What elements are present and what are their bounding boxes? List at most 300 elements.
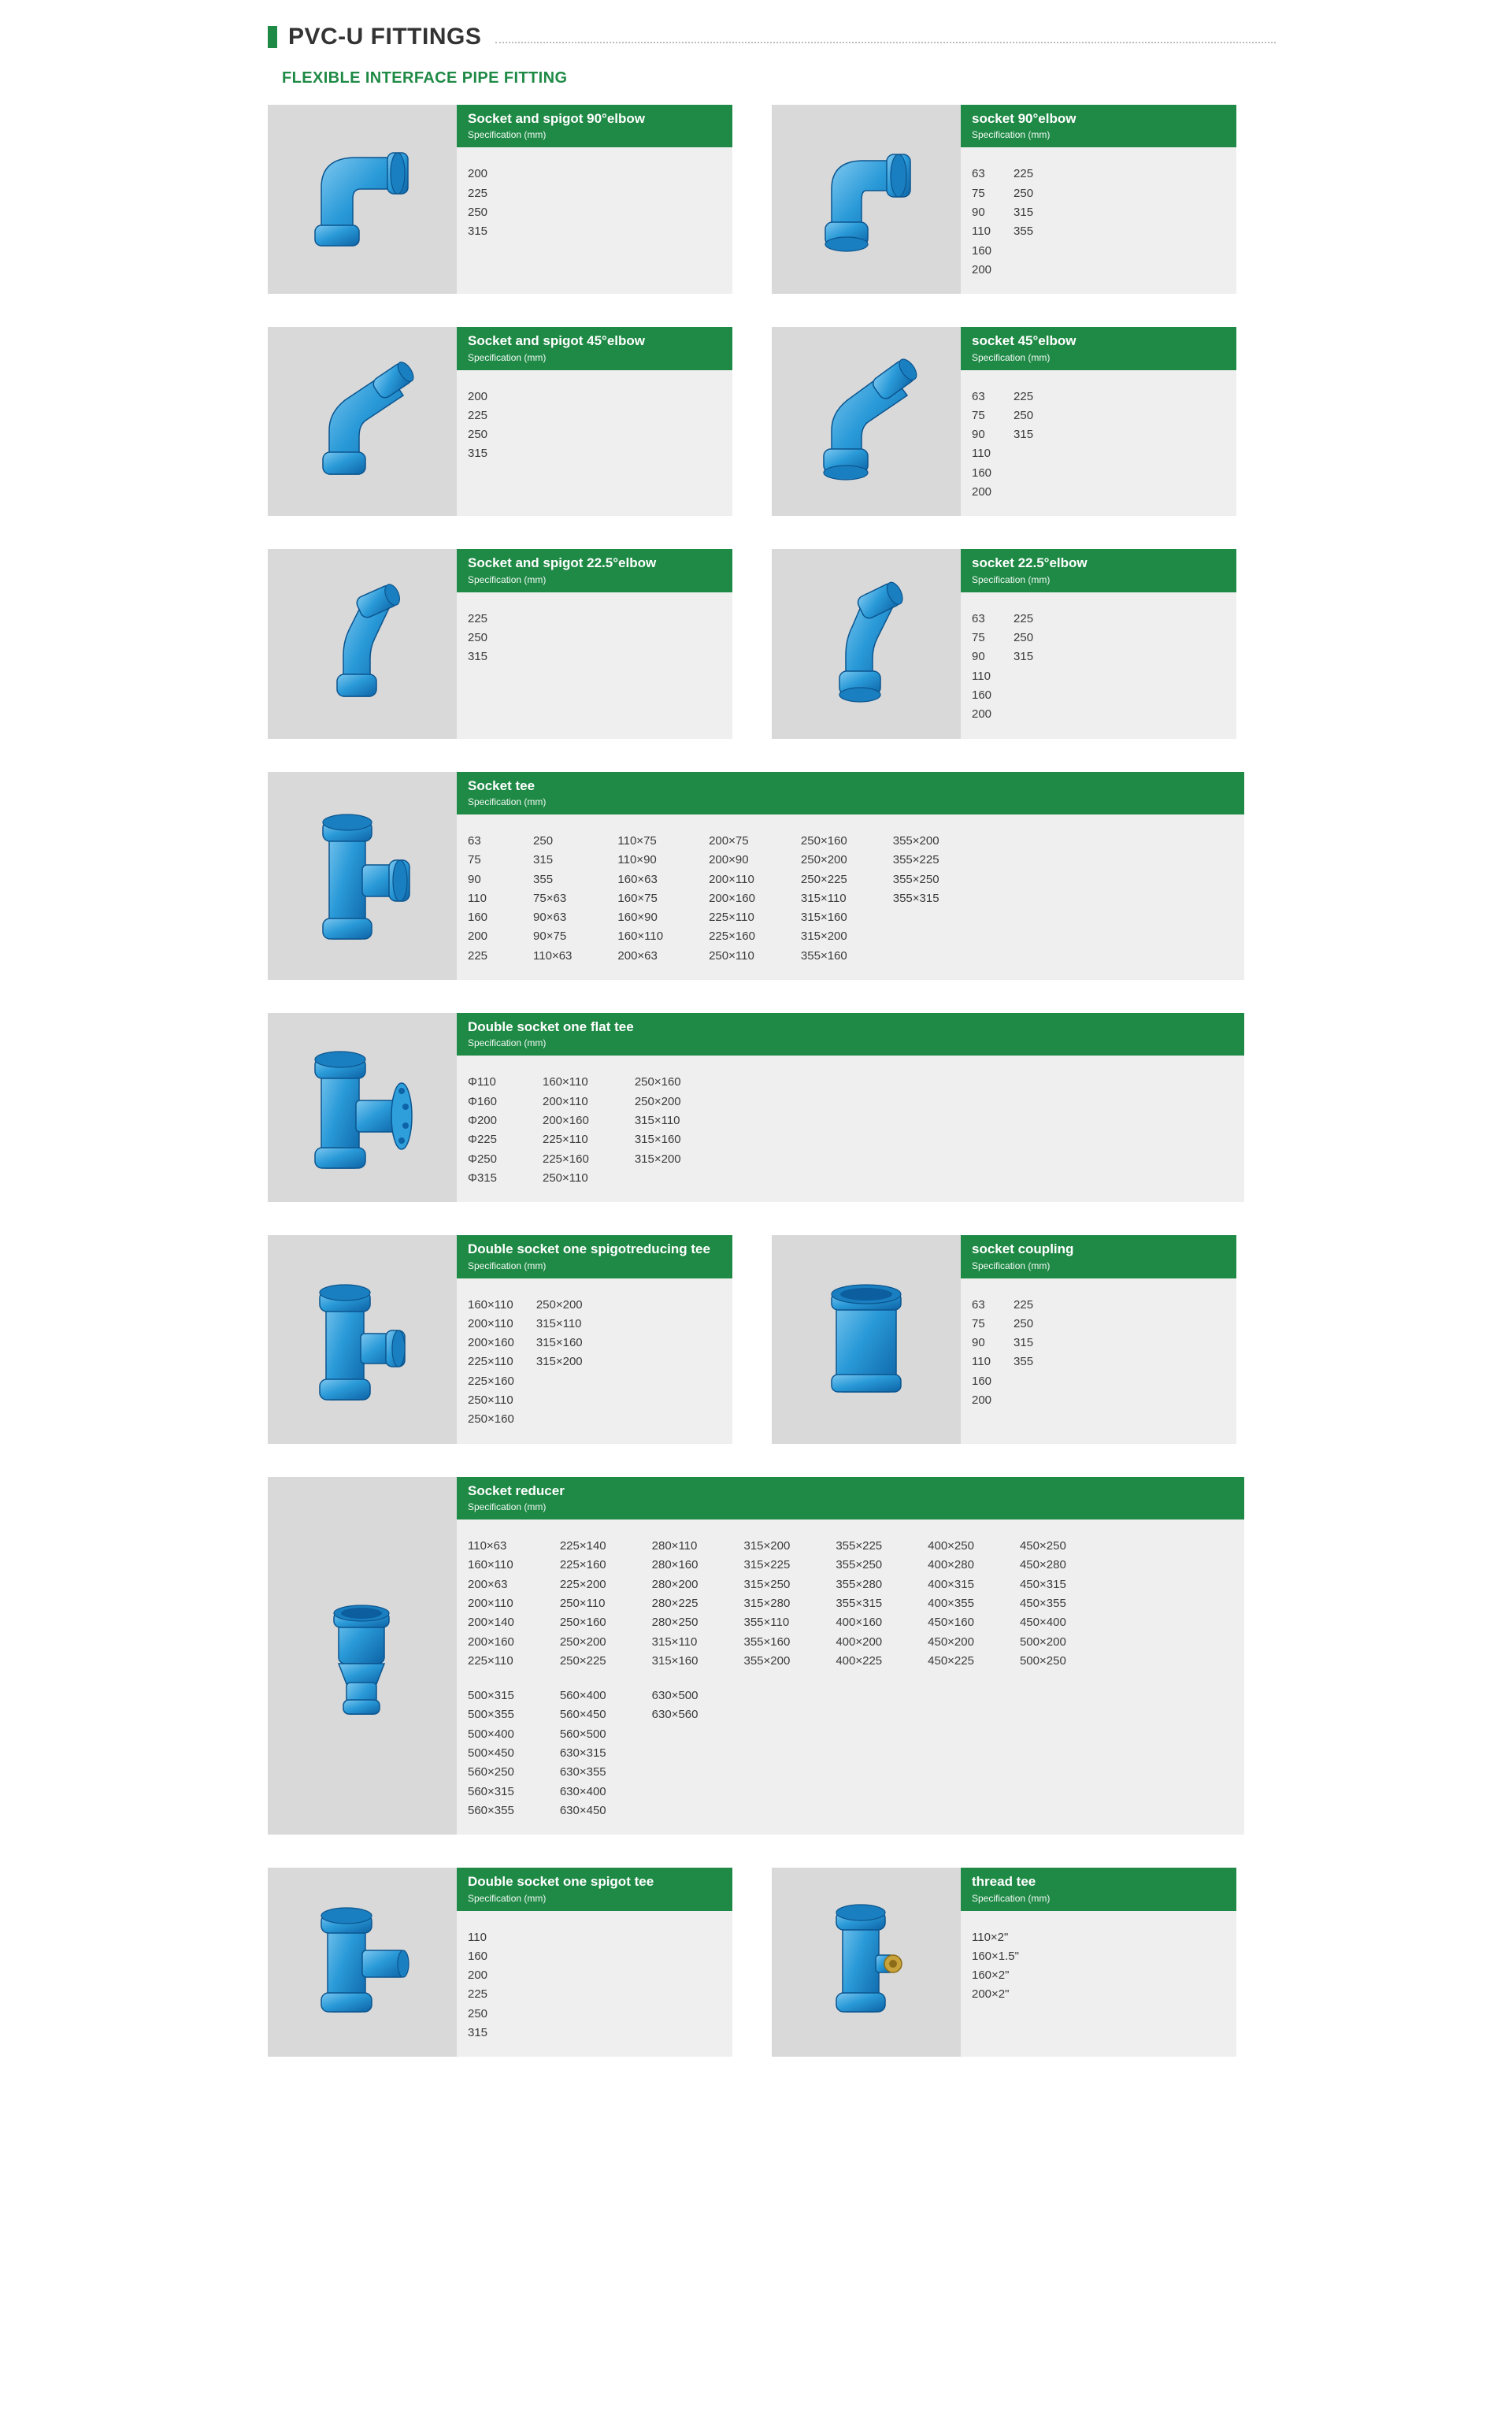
spec-item: Φ225 bbox=[468, 1133, 497, 1147]
product-image bbox=[772, 1235, 961, 1443]
product-card bbox=[772, 105, 1236, 294]
spec-item: 250 bbox=[533, 833, 554, 848]
elbow-90-socket-icon bbox=[788, 140, 945, 258]
product-title: thread tee bbox=[972, 1874, 1036, 1890]
section-subtitle: FLEXIBLE INTERFACE PIPE FITTING bbox=[282, 69, 568, 87]
spec-item: 315 bbox=[468, 650, 488, 664]
spec-item: 250 bbox=[1014, 408, 1034, 422]
spec-item: 90×75 bbox=[533, 929, 567, 944]
spec-columns bbox=[468, 1073, 1233, 1188]
spec-item: Φ160 bbox=[468, 1094, 497, 1108]
spec-item: 75 bbox=[972, 1316, 985, 1330]
product-spec-label: Specification (mm) bbox=[468, 796, 547, 807]
spec-item: 225 bbox=[1014, 389, 1034, 403]
spec-item: 400×160 bbox=[836, 1616, 883, 1630]
spec-item: 250 bbox=[468, 205, 488, 219]
spec-item: 160 bbox=[468, 911, 488, 925]
product-row bbox=[268, 772, 1244, 980]
spec-item: 450×160 bbox=[928, 1616, 974, 1630]
product-info bbox=[961, 1235, 1236, 1443]
spec-item: 90×63 bbox=[533, 911, 567, 925]
spec-item: 450×200 bbox=[928, 1635, 974, 1649]
spec-item: 63 bbox=[972, 389, 985, 403]
spec-area bbox=[457, 1911, 732, 2058]
spec-item: 355 bbox=[1014, 1355, 1034, 1369]
spec-item: 500×200 bbox=[1019, 1635, 1066, 1649]
spec-item: 200 bbox=[468, 389, 488, 403]
spec-item: 280×110 bbox=[651, 1539, 698, 1553]
spec-item: 450×250 bbox=[1019, 1539, 1066, 1553]
spec-item: 315×110 bbox=[800, 891, 847, 905]
spec-item: 200×110 bbox=[543, 1094, 588, 1108]
spec-columns bbox=[468, 1537, 1233, 1671]
product-title: Double socket one flat tee bbox=[468, 1019, 634, 1034]
spec-item: 225 bbox=[468, 408, 488, 422]
spec-item: 110 bbox=[972, 1355, 991, 1369]
spec-column bbox=[893, 832, 939, 966]
spec-item: 110×2" bbox=[972, 1930, 1009, 1944]
product-title: Socket and spigot 22.5°elbow bbox=[468, 555, 657, 571]
product-image bbox=[772, 1868, 961, 2057]
spec-item: 200 bbox=[972, 707, 992, 722]
spec-item: 560×315 bbox=[468, 1784, 514, 1798]
spec-column bbox=[617, 832, 663, 966]
product-title-bar bbox=[961, 105, 1236, 147]
spec-column bbox=[468, 1537, 514, 1671]
spec-column bbox=[972, 610, 991, 725]
spec-item: 160×2" bbox=[972, 1968, 1010, 1983]
product-image bbox=[268, 772, 457, 980]
product-spec-label: Specification (mm) bbox=[972, 129, 1051, 141]
spec-column bbox=[560, 1686, 606, 1820]
elbow-22-5-socket-icon bbox=[788, 577, 945, 711]
spec-column bbox=[468, 1928, 487, 2043]
spec-item: 250×110 bbox=[559, 1596, 606, 1610]
spec-item: 200×140 bbox=[468, 1616, 514, 1630]
spec-item: 63 bbox=[972, 611, 985, 625]
spec-item: 355×200 bbox=[743, 1653, 791, 1668]
spec-item: Φ250 bbox=[468, 1152, 497, 1166]
flange-tee-icon bbox=[284, 1025, 441, 1190]
product-title-bar bbox=[457, 1868, 732, 1910]
spec-column bbox=[536, 1296, 583, 1430]
product-title: Socket and spigot 45°elbow bbox=[468, 333, 646, 349]
product-title: socket 45°elbow bbox=[972, 333, 1077, 349]
reducer-icon bbox=[284, 1538, 441, 1774]
spec-item: 110×63 bbox=[533, 948, 573, 963]
spec-item: 315×250 bbox=[743, 1577, 791, 1591]
spec-item: 110 bbox=[972, 669, 991, 683]
spec-item: 75×63 bbox=[533, 891, 567, 905]
spec-item: 280×225 bbox=[651, 1596, 699, 1610]
spec-item: 200 bbox=[468, 929, 488, 944]
product-row bbox=[268, 105, 1244, 294]
spec-item: 355×225 bbox=[892, 853, 939, 867]
spec-item: 315×225 bbox=[743, 1558, 791, 1572]
spec-item: 630×560 bbox=[651, 1708, 699, 1722]
spec-item: 315 bbox=[468, 447, 488, 461]
spigot-tee-icon bbox=[284, 1887, 441, 2037]
product-card bbox=[268, 772, 1244, 980]
spec-column bbox=[928, 1537, 974, 1671]
spec-item: 500×315 bbox=[468, 1689, 514, 1703]
product-card bbox=[268, 1868, 732, 2057]
spec-area bbox=[961, 592, 1236, 739]
spec-item: 225×140 bbox=[559, 1539, 606, 1553]
spec-item: 110×75 bbox=[617, 833, 657, 848]
spec-item: 315 bbox=[1014, 428, 1034, 442]
spec-area bbox=[961, 1278, 1236, 1444]
spec-item: 200 bbox=[468, 1968, 488, 1983]
spec-item: 200 bbox=[972, 262, 992, 276]
product-title-bar bbox=[457, 1477, 1244, 1519]
spec-item: 160 bbox=[972, 688, 992, 702]
spec-item: 75 bbox=[468, 853, 481, 867]
spec-columns bbox=[468, 1686, 1233, 1820]
spec-item: 225×110 bbox=[543, 1133, 588, 1147]
spec-item: 250×160 bbox=[634, 1075, 681, 1089]
product-card bbox=[772, 1868, 1236, 2057]
spec-column bbox=[1014, 610, 1033, 725]
spec-item: 630×315 bbox=[559, 1746, 606, 1760]
product-title-bar bbox=[457, 1235, 732, 1278]
product-title: Socket reducer bbox=[468, 1482, 565, 1498]
spec-item: 200×160 bbox=[468, 1336, 514, 1350]
spec-item: 225×160 bbox=[468, 1374, 514, 1388]
spec-item: 200×160 bbox=[543, 1113, 589, 1127]
spec-item: 355×280 bbox=[836, 1577, 883, 1591]
spec-item: 250×200 bbox=[536, 1297, 583, 1312]
spec-item: 250×160 bbox=[559, 1616, 606, 1630]
spec-column bbox=[635, 1073, 681, 1188]
spec-item: 250×160 bbox=[800, 833, 847, 848]
spec-item: 630×500 bbox=[651, 1689, 699, 1703]
tee-icon bbox=[284, 789, 441, 963]
product-row bbox=[268, 327, 1244, 516]
spec-item: 200×75 bbox=[709, 833, 749, 848]
product-info bbox=[457, 772, 1244, 980]
product-card bbox=[268, 1013, 1244, 1202]
spec-area bbox=[457, 1056, 1244, 1202]
product-image bbox=[772, 549, 961, 738]
spec-item: 400×225 bbox=[836, 1653, 883, 1668]
spec-item: 90 bbox=[972, 1336, 985, 1350]
product-spec-label: Specification (mm) bbox=[468, 129, 547, 141]
spec-column bbox=[468, 165, 487, 241]
spec-columns bbox=[468, 832, 1233, 966]
product-card bbox=[772, 1235, 1236, 1443]
product-grid bbox=[0, 105, 1512, 2057]
spec-item: 315×110 bbox=[651, 1635, 698, 1649]
spec-item: 63 bbox=[468, 833, 481, 848]
product-row bbox=[268, 1235, 1244, 1443]
spec-item: 160×110 bbox=[468, 1297, 513, 1312]
spec-item: 225 bbox=[1014, 1297, 1034, 1312]
spec-item: 200 bbox=[972, 1393, 992, 1408]
spec-item: 315×160 bbox=[651, 1653, 699, 1668]
product-spec-label: Specification (mm) bbox=[972, 1892, 1051, 1904]
product-row bbox=[268, 1013, 1244, 1202]
product-spec-label: Specification (mm) bbox=[972, 1260, 1051, 1271]
header-dotted-rule bbox=[495, 31, 1276, 43]
spec-item: 400×280 bbox=[928, 1558, 974, 1572]
spec-area bbox=[961, 147, 1236, 294]
product-title-bar bbox=[457, 549, 732, 592]
elbow-45-icon bbox=[284, 354, 441, 488]
spec-item: 160 bbox=[972, 466, 992, 480]
spec-item: 250 bbox=[1014, 186, 1034, 200]
product-title-bar bbox=[457, 772, 1244, 814]
elbow-90-icon bbox=[284, 140, 441, 258]
spec-columns bbox=[972, 1928, 1225, 2005]
spec-column bbox=[468, 1296, 514, 1430]
spec-item: 250×110 bbox=[543, 1171, 588, 1185]
spec-item: 315×110 bbox=[536, 1316, 582, 1330]
spec-column bbox=[972, 165, 991, 280]
spec-column bbox=[652, 1686, 699, 1820]
spec-item: 110 bbox=[468, 1930, 487, 1944]
product-card bbox=[268, 549, 732, 738]
product-row bbox=[268, 1868, 1244, 2057]
spec-columns bbox=[468, 165, 721, 241]
spec-item: 400×355 bbox=[928, 1596, 974, 1610]
spec-columns bbox=[468, 610, 721, 667]
spec-item: 200×63 bbox=[468, 1577, 508, 1591]
spec-item: 315×110 bbox=[634, 1113, 680, 1127]
spec-column bbox=[468, 1073, 497, 1188]
header-accent-bar bbox=[268, 26, 277, 48]
spec-item: 355×160 bbox=[800, 948, 847, 963]
spec-item: 630×400 bbox=[559, 1784, 606, 1798]
spec-item: Φ110 bbox=[468, 1075, 496, 1089]
spec-item: 560×400 bbox=[559, 1689, 606, 1703]
product-title: Socket and spigot 90°elbow bbox=[468, 111, 646, 126]
spec-item: 200×110 bbox=[468, 1316, 513, 1330]
spec-columns bbox=[972, 610, 1225, 725]
spec-item: 110×63 bbox=[468, 1539, 507, 1553]
spec-item: 160×110 bbox=[468, 1558, 513, 1572]
spec-item: 450×400 bbox=[1019, 1616, 1066, 1630]
elbow-22-5-icon bbox=[284, 577, 441, 711]
spec-item: 110×90 bbox=[617, 853, 657, 867]
spec-item: 250 bbox=[468, 631, 488, 645]
spec-item: 75 bbox=[972, 408, 985, 422]
spec-item: 250×110 bbox=[468, 1393, 513, 1408]
spec-item: 250×160 bbox=[468, 1412, 514, 1427]
spec-item: 200 bbox=[468, 167, 488, 181]
spec-column bbox=[652, 1537, 699, 1671]
spec-item: 200×160 bbox=[468, 1635, 514, 1649]
product-title-bar bbox=[457, 1013, 1244, 1056]
spec-column bbox=[743, 1537, 790, 1671]
spec-item: 560×500 bbox=[559, 1727, 606, 1741]
product-info bbox=[457, 327, 732, 516]
spec-item: 250 bbox=[1014, 631, 1034, 645]
spec-item: 90 bbox=[972, 428, 985, 442]
product-card bbox=[772, 549, 1236, 738]
spec-column bbox=[972, 1296, 991, 1411]
spec-column bbox=[801, 832, 847, 966]
spec-item: 400×315 bbox=[928, 1577, 974, 1591]
product-info bbox=[457, 1235, 732, 1443]
spec-column bbox=[1020, 1537, 1066, 1671]
product-info bbox=[961, 549, 1236, 738]
spec-item: 225 bbox=[468, 186, 488, 200]
spec-item: 315 bbox=[468, 2026, 488, 2040]
product-image bbox=[268, 327, 457, 516]
product-title-bar bbox=[457, 327, 732, 369]
spec-item: 250×225 bbox=[559, 1653, 606, 1668]
spec-item: 200×160 bbox=[709, 891, 755, 905]
spec-item: 225×160 bbox=[709, 929, 755, 944]
product-card bbox=[268, 105, 732, 294]
spec-item: 450×225 bbox=[928, 1653, 974, 1668]
spec-item: 355×110 bbox=[743, 1616, 790, 1630]
spec-item: 315×200 bbox=[800, 929, 847, 944]
product-title: socket coupling bbox=[972, 1241, 1074, 1257]
spec-column bbox=[533, 832, 572, 966]
spec-item: 450×355 bbox=[1019, 1596, 1066, 1610]
spec-item: 560×250 bbox=[468, 1765, 514, 1779]
product-image bbox=[268, 1013, 457, 1202]
spec-item: Φ315 bbox=[468, 1171, 497, 1185]
spec-item: 225 bbox=[1014, 167, 1034, 181]
spec-item: 250 bbox=[468, 2006, 488, 2020]
spec-column bbox=[972, 388, 991, 503]
spec-item: 355×250 bbox=[836, 1558, 883, 1572]
spec-item: 400×250 bbox=[928, 1539, 974, 1553]
spec-item: 225 bbox=[468, 1987, 488, 2002]
spec-block-secondary bbox=[468, 1686, 1233, 1820]
product-info bbox=[961, 105, 1236, 294]
product-spec-label: Specification (mm) bbox=[468, 1037, 547, 1049]
spec-item: 250 bbox=[468, 428, 488, 442]
spec-item: 315 bbox=[1014, 650, 1034, 664]
spec-column bbox=[836, 1537, 882, 1671]
spec-item: 63 bbox=[972, 167, 985, 181]
product-spec-label: Specification (mm) bbox=[972, 573, 1051, 585]
product-spec-label: Specification (mm) bbox=[468, 351, 547, 363]
spec-item: 160 bbox=[972, 1374, 992, 1388]
spec-item: 450×280 bbox=[1019, 1558, 1066, 1572]
spec-item: 315×200 bbox=[536, 1355, 583, 1369]
spec-item: 630×450 bbox=[559, 1803, 606, 1817]
product-title: Double socket one spigotreducing tee bbox=[468, 1241, 710, 1257]
spec-item: 630×355 bbox=[559, 1765, 606, 1779]
spec-column bbox=[468, 1686, 514, 1820]
product-title-bar bbox=[961, 1235, 1236, 1278]
spec-item: 560×450 bbox=[559, 1708, 606, 1722]
spec-item: 355 bbox=[533, 872, 554, 886]
spec-column bbox=[543, 1073, 589, 1188]
product-card bbox=[268, 1235, 732, 1443]
product-spec-label: Specification (mm) bbox=[468, 1892, 547, 1904]
spec-item: 315×160 bbox=[536, 1336, 583, 1350]
spec-item: 250×225 bbox=[800, 872, 847, 886]
product-title: socket 90°elbow bbox=[972, 111, 1077, 126]
spec-item: 315 bbox=[1014, 205, 1034, 219]
spec-item: 225×110 bbox=[468, 1653, 513, 1668]
spec-item: 160×1.5" bbox=[972, 1949, 1019, 1963]
spec-column bbox=[468, 610, 487, 667]
spec-item: 355×225 bbox=[836, 1539, 883, 1553]
product-card bbox=[772, 327, 1236, 516]
spec-item: 200×63 bbox=[617, 948, 658, 963]
product-info bbox=[457, 549, 732, 738]
product-spec-label: Specification (mm) bbox=[468, 1260, 547, 1271]
spec-columns bbox=[972, 388, 1225, 503]
spec-column bbox=[1014, 388, 1033, 503]
spec-columns bbox=[468, 388, 721, 464]
spec-item: 90 bbox=[972, 205, 985, 219]
spec-item: 225 bbox=[468, 611, 488, 625]
spec-item: 315 bbox=[533, 853, 554, 867]
product-spec-label: Specification (mm) bbox=[468, 1501, 547, 1513]
spec-item: 75 bbox=[972, 186, 985, 200]
product-title: Socket tee bbox=[468, 777, 536, 793]
spec-item: 90 bbox=[468, 872, 481, 886]
spec-area bbox=[457, 592, 732, 739]
spec-item: 560×355 bbox=[468, 1803, 514, 1817]
spec-area bbox=[457, 370, 732, 517]
product-title: socket 22.5°elbow bbox=[972, 555, 1088, 571]
product-image bbox=[268, 105, 457, 294]
spec-item: 315 bbox=[468, 224, 488, 239]
product-card bbox=[268, 1477, 1244, 1835]
spec-column bbox=[1014, 1296, 1033, 1411]
spec-columns bbox=[468, 1296, 721, 1430]
spec-item: 160×90 bbox=[617, 911, 658, 925]
spec-columns bbox=[972, 1296, 1225, 1411]
product-image bbox=[268, 549, 457, 738]
spec-block-primary bbox=[468, 1537, 1233, 1671]
spec-item: 200×110 bbox=[709, 872, 754, 886]
spec-item: 315×160 bbox=[634, 1133, 681, 1147]
product-image bbox=[772, 105, 961, 294]
spec-item: 315×200 bbox=[743, 1539, 791, 1553]
spec-item: 200 bbox=[972, 485, 992, 499]
elbow-45-socket-icon bbox=[788, 354, 945, 488]
product-image bbox=[268, 1477, 457, 1835]
spec-item: 250×200 bbox=[800, 853, 847, 867]
spec-item: 75 bbox=[972, 631, 985, 645]
spec-item: 315×280 bbox=[743, 1596, 791, 1610]
product-image bbox=[268, 1868, 457, 2057]
spec-item: 160×75 bbox=[617, 891, 658, 905]
product-image bbox=[268, 1235, 457, 1443]
spec-item: 225×160 bbox=[559, 1558, 606, 1572]
spec-item: 160 bbox=[972, 243, 992, 258]
product-image bbox=[772, 327, 961, 516]
spec-area bbox=[961, 1911, 1236, 2058]
spec-item: 250×110 bbox=[709, 948, 754, 963]
spec-item: 200×90 bbox=[709, 853, 749, 867]
page-title: PVC-U FITTINGS bbox=[288, 24, 482, 50]
spec-item: 280×200 bbox=[651, 1577, 699, 1591]
spec-item: 280×250 bbox=[651, 1616, 699, 1630]
spec-item: 500×250 bbox=[1019, 1653, 1066, 1668]
spec-area bbox=[457, 1278, 732, 1444]
thread-tee-icon bbox=[788, 1887, 945, 2037]
spec-item: 225 bbox=[468, 948, 488, 963]
spec-item: 225×160 bbox=[543, 1152, 589, 1166]
spec-item: 355×315 bbox=[892, 891, 939, 905]
spec-item: 250 bbox=[1014, 1316, 1034, 1330]
spec-item: 315×160 bbox=[800, 911, 847, 925]
product-info bbox=[961, 327, 1236, 516]
spec-item: Φ200 bbox=[468, 1113, 497, 1127]
spec-item: 250×200 bbox=[634, 1094, 681, 1108]
